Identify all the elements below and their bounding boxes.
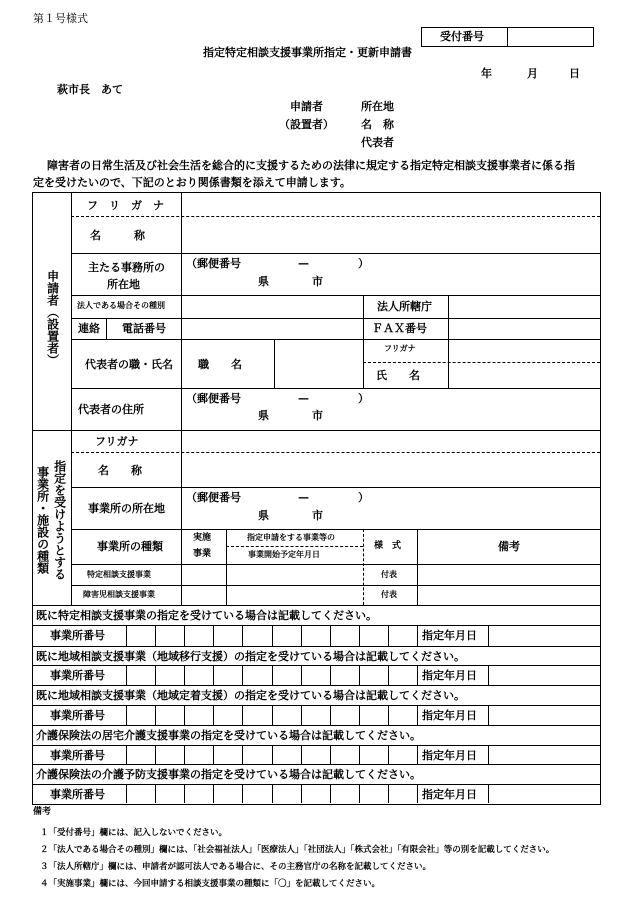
designation-date-label-5: 指定年月日 — [422, 788, 477, 801]
designation-date-field[interactable] — [490, 666, 598, 685]
office-number-digit-field[interactable] — [389, 706, 417, 725]
specific-implemented-field[interactable] — [183, 566, 225, 584]
child-appendix: 付表 — [381, 590, 397, 599]
note-1: １「受付番号」欄には、記入しないでください。 — [40, 828, 228, 838]
facility-furigana-label: フリガナ — [95, 435, 139, 448]
addressee: 萩市長 あて — [57, 83, 123, 96]
office-number-digit-field[interactable] — [389, 666, 417, 685]
rep-furigana-field[interactable] — [450, 341, 598, 361]
specific-start-date-field[interactable] — [228, 566, 362, 584]
office-number-digit-field[interactable] — [360, 626, 388, 646]
corp-authority-field[interactable] — [450, 297, 598, 317]
prior-heading-4: 介護保険法の居宅介護支援事業の指定を受けている場合は記載してください。 — [36, 729, 421, 742]
rep-furigana-label: フリガナ — [384, 344, 416, 353]
job-title-field[interactable] — [276, 341, 362, 387]
prior-heading-3: 既に地域相談支援事業（地域定着支援）の指定を受けている場合は記載してください。 — [36, 689, 465, 702]
designation-date-field[interactable] — [490, 706, 598, 725]
receipt-number-field[interactable] — [507, 28, 591, 45]
receipt-number-label: 受付番号 — [440, 30, 484, 43]
office-number-digit-field[interactable] — [360, 666, 388, 685]
office-number-digit-field[interactable] — [331, 666, 359, 685]
job-title-label: 職 名 — [198, 358, 242, 371]
applicant-furigana-field[interactable] — [183, 194, 598, 215]
prior-heading-2: 既に地域相談支援事業（地域移行支援）の指定を受けている場合は記載してください。 — [36, 650, 465, 663]
office-number-label-2: 事業所番号 — [50, 669, 105, 682]
section-facility-a: 指定を受けようとする — [52, 460, 67, 580]
start-date-header-1: 指定申請をする事業等の — [247, 533, 335, 542]
section-facility-b: 事業所・施設の種類 — [35, 466, 50, 574]
furigana-label: フ リ ガ ナ — [87, 199, 164, 212]
office-number-digit-field[interactable] — [156, 666, 184, 685]
office-number-digit-field[interactable] — [156, 626, 184, 646]
office-number-digit-field[interactable] — [302, 666, 330, 685]
applicant-name-field[interactable] — [183, 218, 598, 252]
office-number-digit-field[interactable] — [302, 746, 330, 764]
main-office-label-1: 主たる事務所の — [88, 261, 165, 274]
office-number-digit-field[interactable] — [273, 706, 301, 725]
phone-label: 電話番号 — [122, 322, 166, 335]
phone-field[interactable] — [183, 320, 362, 338]
start-date-header-2: 事業開始予定年月日 — [248, 550, 320, 559]
date-day: 日 — [569, 67, 580, 80]
office-number-digit-field[interactable] — [214, 746, 242, 764]
fax-label: ＦＡＸ番号 — [372, 322, 427, 335]
office-number-digit-field[interactable] — [360, 706, 388, 725]
facility-address-label: 事業所の所在地 — [88, 502, 165, 515]
office-number-digit-field[interactable] — [156, 746, 184, 764]
rep-address-label: 代表者の住所 — [78, 403, 144, 416]
office-number-digit-field[interactable] — [243, 785, 271, 803]
type-specific-label: 特定相談支援事業 — [87, 570, 151, 579]
full-name-label: 氏 名 — [376, 369, 420, 382]
office-number-digit-field[interactable] — [389, 785, 417, 803]
business-type-header: 事業所の種類 — [97, 540, 163, 553]
main-office-label-2: 所在地 — [107, 278, 140, 291]
fax-field[interactable] — [450, 320, 598, 338]
contact-label: 連絡 — [78, 322, 100, 335]
office-number-digit-field[interactable] — [127, 666, 155, 685]
facility-name-label: 名 称 — [98, 464, 142, 477]
office-number-digit-field[interactable] — [214, 785, 242, 803]
implemented-header-1: 実施 — [193, 533, 212, 543]
office-number-digit-field[interactable] — [185, 706, 213, 725]
corp-type-label: 法人である場合その種別 — [77, 301, 165, 310]
corp-type-field[interactable] — [183, 297, 362, 317]
office-number-label-1: 事業所番号 — [50, 629, 105, 642]
office-number-digit-field[interactable] — [302, 626, 330, 646]
office-number-label-5: 事業所番号 — [50, 788, 105, 801]
document-title: 指定特定相談支援事業所指定・更新申請書 — [203, 46, 412, 59]
office-number-digit-field[interactable] — [185, 785, 213, 803]
office-number-label-3: 事業所番号 — [50, 709, 105, 722]
designation-date-label-2: 指定年月日 — [422, 669, 477, 682]
note-4: ４「実施事業」欄には、今回申請する相談支援事業の種類に「〇」を記載してください。 — [40, 879, 381, 889]
child-remarks-field[interactable] — [419, 587, 598, 604]
office-number-digit-field[interactable] — [214, 626, 242, 646]
prior-heading-5: 介護保険法の介護予防支援事業の指定を受けている場合は記載してください。 — [36, 768, 421, 781]
office-number-digit-field[interactable] — [331, 626, 359, 646]
designation-date-field[interactable] — [490, 626, 598, 646]
installer-label: （設置者） — [279, 118, 334, 131]
designation-date-field[interactable] — [490, 746, 598, 764]
office-number-digit-field[interactable] — [243, 666, 271, 685]
notes-heading: 備考 — [33, 807, 52, 817]
corp-authority-label: 法人所轄庁 — [377, 300, 432, 313]
office-number-digit-field[interactable] — [331, 706, 359, 725]
child-implemented-field[interactable] — [183, 587, 225, 604]
office-number-digit-field[interactable] — [302, 706, 330, 725]
intro-line-2: 定を受けたいので、下記のとおり関係書類を添えて申請します。 — [33, 176, 351, 189]
designation-date-label-3: 指定年月日 — [422, 709, 477, 722]
implemented-header-2: 事業 — [193, 549, 212, 559]
office-number-digit-field[interactable] — [331, 746, 359, 764]
form-number: 第１号様式 — [33, 12, 88, 25]
office-number-digit-field[interactable] — [360, 785, 388, 803]
style-header: 様 式 — [374, 541, 402, 551]
office-number-digit-field[interactable] — [273, 666, 301, 685]
office-number-digit-field[interactable] — [185, 746, 213, 764]
note-3: ３「法人所轄庁」欄には、申請者が認可法人である場合に、その主務官庁の名称を記載してください。 — [40, 862, 432, 872]
office-number-digit-field[interactable] — [214, 706, 242, 725]
remarks-header: 備考 — [498, 540, 520, 553]
office-number-digit-field[interactable] — [389, 626, 417, 646]
designation-date-label-4: 指定年月日 — [422, 749, 477, 762]
note-2: ２「法人である場合その種別」欄には、「社会福祉法人」「医療法人」「社団法人」「株式会社」「有限会社」等の別を記載してください。 — [40, 845, 555, 855]
rep-title-name-label: 代表者の職・氏名 — [85, 358, 173, 371]
applicant-address-label: 所在地 — [361, 100, 394, 113]
designation-date-label-1: 指定年月日 — [422, 629, 477, 642]
office-number-digit-field[interactable] — [243, 746, 271, 764]
office-number-digit-field[interactable] — [127, 746, 155, 764]
designation-date-field[interactable] — [490, 785, 598, 803]
office-number-digit-field[interactable] — [185, 666, 213, 685]
rep-name-field[interactable] — [450, 364, 598, 387]
office-number-digit-field[interactable] — [127, 706, 155, 725]
intro-line-1: 障害者の日常生活及び社会生活を総合的に支援するための法律に規定する指定特定相談支援事業者に係る指 — [47, 159, 575, 172]
office-number-digit-field[interactable] — [360, 746, 388, 764]
office-number-digit-field[interactable] — [156, 785, 184, 803]
office-number-digit-field[interactable] — [389, 746, 417, 764]
date-month: 月 — [527, 67, 538, 80]
specific-remarks-field[interactable] — [419, 566, 598, 584]
office-number-digit-field[interactable] — [243, 706, 271, 725]
date-year: 年 — [481, 67, 492, 80]
name-label: 名 称 — [90, 229, 145, 242]
applicant-label: 申請者 — [290, 100, 323, 113]
office-number-digit-field[interactable] — [156, 706, 184, 725]
office-number-digit-field[interactable] — [331, 785, 359, 803]
section-applicant: 申請者（設置者） — [45, 270, 60, 366]
office-number-digit-field[interactable] — [127, 626, 155, 646]
child-start-date-field[interactable] — [228, 587, 362, 604]
office-number-digit-field[interactable] — [273, 785, 301, 803]
office-number-digit-field[interactable] — [243, 626, 271, 646]
applicant-name-label: 名 称 — [361, 118, 394, 131]
prior-heading-1: 既に特定相談支援事業の指定を受けている場合は記載してください。 — [36, 609, 377, 622]
applicant-representative-label: 代表者 — [361, 136, 394, 149]
office-number-digit-field[interactable] — [214, 666, 242, 685]
office-number-digit-field[interactable] — [127, 785, 155, 803]
facility-furigana-field[interactable] — [183, 432, 598, 451]
office-number-digit-field[interactable] — [185, 626, 213, 646]
type-child-label: 障害児相談支援事業 — [83, 590, 155, 599]
office-number-digit-field[interactable] — [302, 785, 330, 803]
office-number-label-4: 事業所番号 — [50, 749, 105, 762]
facility-name-field[interactable] — [183, 454, 598, 486]
office-number-digit-field[interactable] — [273, 626, 301, 646]
specific-appendix: 付表 — [381, 570, 397, 579]
office-number-digit-field[interactable] — [273, 746, 301, 764]
